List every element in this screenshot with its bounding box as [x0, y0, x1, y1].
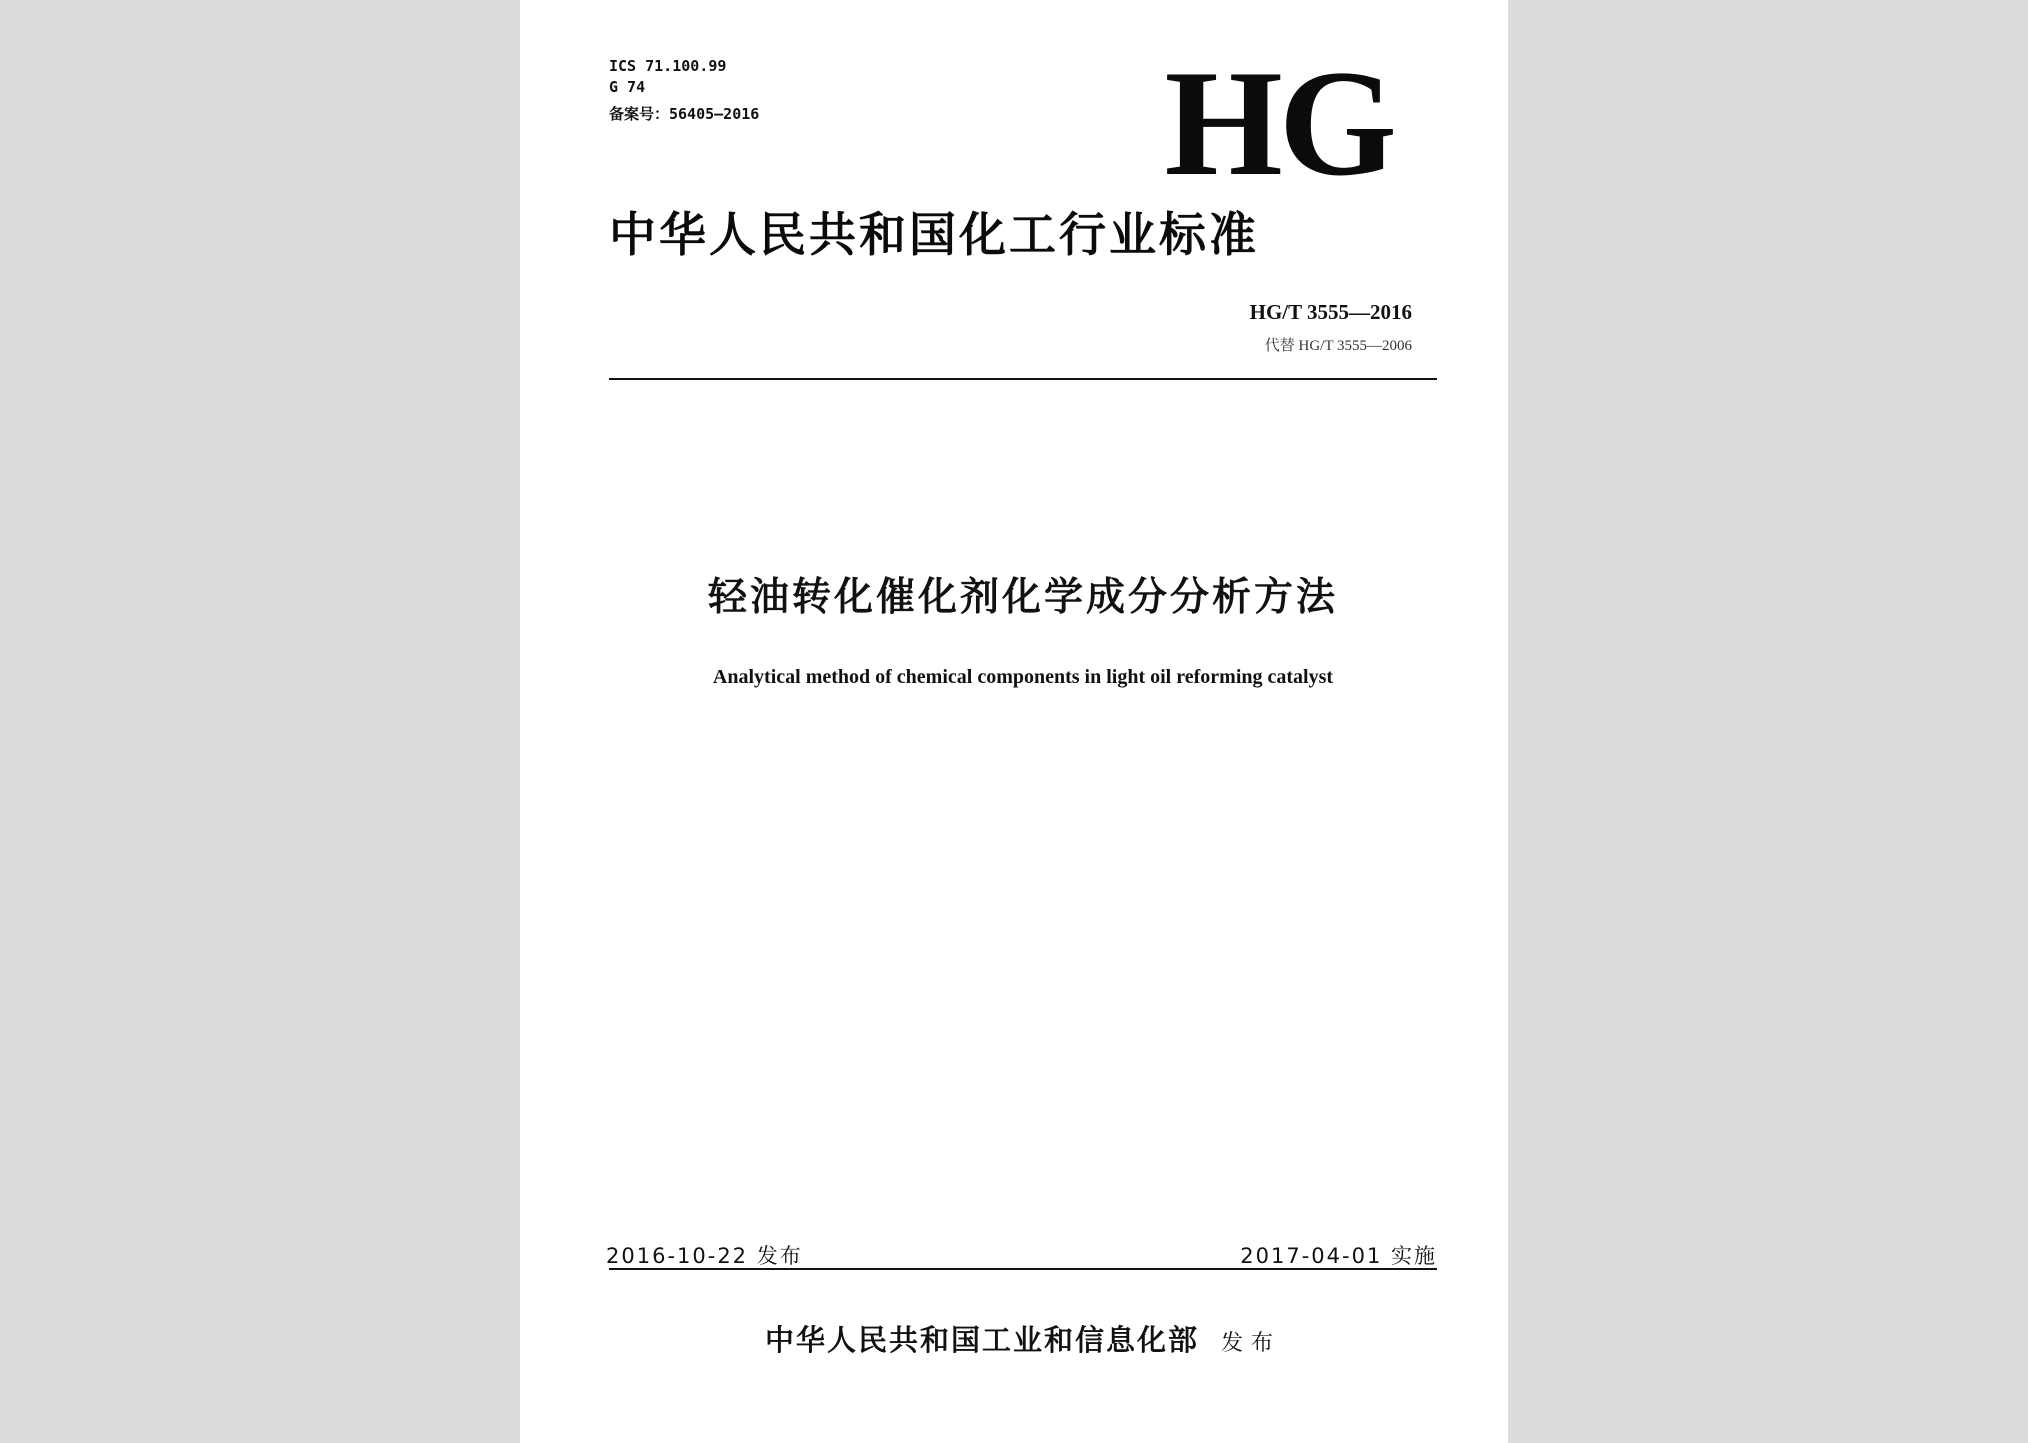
- publisher-line: [609, 1318, 1437, 1359]
- document-page: [520, 0, 1508, 1443]
- publisher-name: 中华人民共和国工业和信息化部: [764, 1323, 1199, 1357]
- standard-code: HG/T 3555—2016: [1249, 300, 1412, 324]
- document-title-chinese: 轻油转化催化剂化学成分分析方法: [707, 575, 1338, 620]
- hg-logo: HG: [1164, 39, 1393, 207]
- ccs-code: G 74: [609, 78, 646, 96]
- publisher-suffix: 发布: [1221, 1331, 1282, 1356]
- issue-date: 2016-10-22 发布: [606, 1244, 803, 1268]
- header-divider: [609, 378, 1437, 380]
- filing-number: 备案号：56405—2016: [609, 105, 760, 123]
- ics-code: ICS 71.100.99: [609, 57, 727, 75]
- replaced-standard: 代替 HG/T 3555—2006: [1264, 338, 1412, 354]
- implementation-date: 2017-04-01 实施: [1240, 1244, 1437, 1268]
- document-title-english: Analytical method of chemical components in light oil reforming catalyst: [712, 666, 1334, 688]
- footer-divider: [609, 1268, 1437, 1270]
- standard-type-title: 中华人民共和国化工行业标准: [609, 208, 1259, 263]
